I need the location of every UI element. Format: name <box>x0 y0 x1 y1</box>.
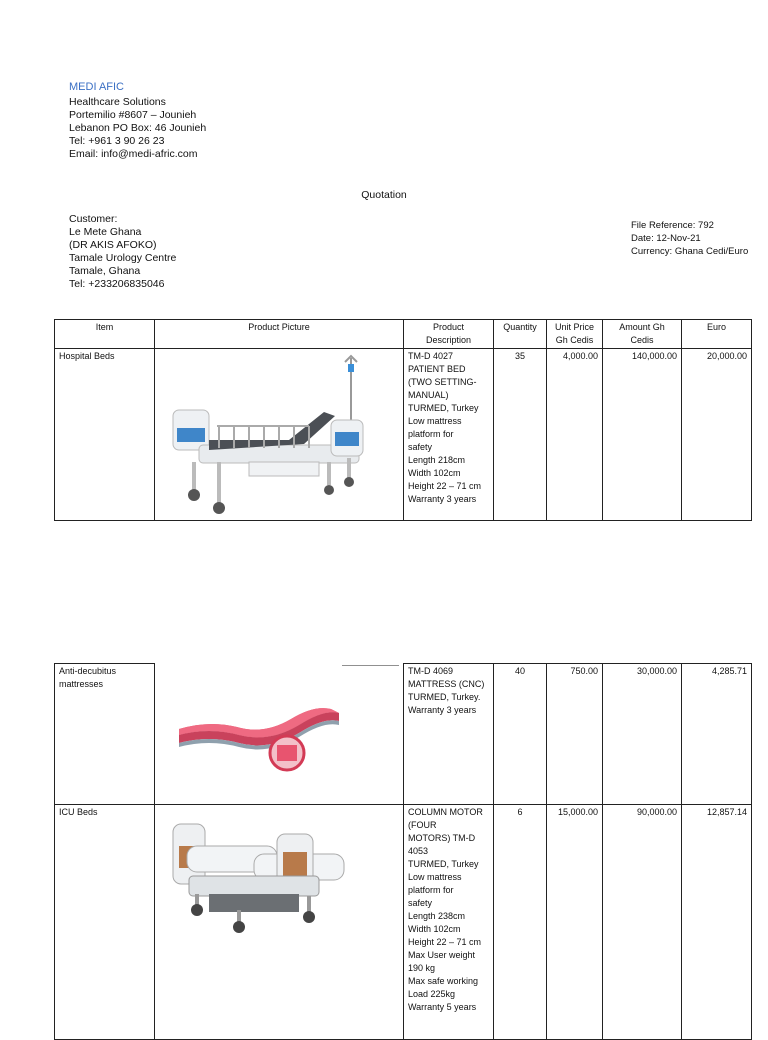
unit-price-cell: 15,000.00 <box>547 804 603 1039</box>
quotation-table <box>54 319 752 521</box>
customer-line: (DR AKIS AFOKO) <box>69 239 157 251</box>
description-cell: TM-D 4069 MATTRESS (CNC) TURMED, Turkey. Warranty 3 years <box>404 664 494 805</box>
unit-price-cell: 750.00 <box>547 664 603 805</box>
euro-cell: 12,857.14 <box>682 804 752 1039</box>
file-date: Date: 12-Nov-21 <box>631 233 701 244</box>
hospital-bed-image <box>159 350 399 515</box>
customer-line: Customer: <box>69 213 118 225</box>
item-cell: Anti-decubitus mattresses <box>55 664 155 805</box>
header-description: Product Description <box>404 320 494 349</box>
amount-cell: 30,000.00 <box>603 664 682 805</box>
company-email: Email: info@medi-afric.com <box>69 148 198 160</box>
customer-line: Tamale Urology Centre <box>69 252 177 264</box>
item-cell: Hospital Beds <box>55 349 155 521</box>
unit-price-cell: 4,000.00 <box>547 349 603 521</box>
table-header-row <box>55 320 752 349</box>
icu-bed-image <box>159 806 399 1034</box>
customer-line: Le Mete Ghana <box>69 226 142 238</box>
description-cell: COLUMN MOTOR (FOUR MOTORS) TM-D 4053 TURMED, Turkey Low mattress platform for safety Length 238cm Width 102cm Height 22 – 71 cm Max User weight 190 kg Max safe working Load 225kg Warranty 5 years <box>404 804 494 1039</box>
header-amount: Amount Gh Cedis <box>603 320 682 349</box>
mattress-image <box>159 665 399 799</box>
description-cell: TM-D 4027 PATIENT BED (TWO SETTING- MANUAL) TURMED, Turkey Low mattress platform for safety Length 218cm Width 102cm Height 22 – 71 cm Warranty 3 years <box>404 349 494 521</box>
customer-line: Tamale, Ghana <box>69 265 141 277</box>
quantity-cell: 40 <box>494 664 547 805</box>
document-title: Quotation <box>361 189 407 201</box>
quantity-cell: 6 <box>494 804 547 1039</box>
table-row <box>55 349 752 521</box>
quantity-cell: 35 <box>494 349 547 521</box>
header-picture: Product Picture <box>155 320 404 349</box>
file-reference: File Reference: 792 <box>631 220 714 231</box>
company-block <box>69 81 206 161</box>
euro-cell: 4,285.71 <box>682 664 752 805</box>
amount-cell: 90,000.00 <box>603 804 682 1039</box>
table-row <box>55 664 752 805</box>
quotation-table-continued <box>54 663 752 1040</box>
euro-cell: 20,000.00 <box>682 349 752 521</box>
header-euro: Euro <box>682 320 752 349</box>
item-cell: ICU Beds <box>55 804 155 1039</box>
picture-cell <box>155 664 404 805</box>
header-unit-price: Unit Price Gh Cedis <box>547 320 603 349</box>
picture-cell <box>155 804 404 1039</box>
company-line: Tel: +961 3 90 26 23 <box>69 135 165 147</box>
file-info-block <box>631 219 748 258</box>
table-row <box>55 804 752 1039</box>
header-quantity: Quantity <box>494 320 547 349</box>
company-name: MEDI AFIC <box>69 81 125 93</box>
customer-block <box>69 213 176 291</box>
company-line: Healthcare Solutions <box>69 96 166 108</box>
company-line: Lebanon PO Box: 46 Jounieh <box>69 122 207 134</box>
customer-line: Tel: +233206835046 <box>69 278 165 290</box>
amount-cell: 140,000.00 <box>603 349 682 521</box>
header-item: Item <box>55 320 155 349</box>
company-line: Portemilio #8607 – Jounieh <box>69 109 197 121</box>
file-currency: Currency: Ghana Cedi/Euro <box>631 246 749 257</box>
picture-cell <box>155 349 404 521</box>
